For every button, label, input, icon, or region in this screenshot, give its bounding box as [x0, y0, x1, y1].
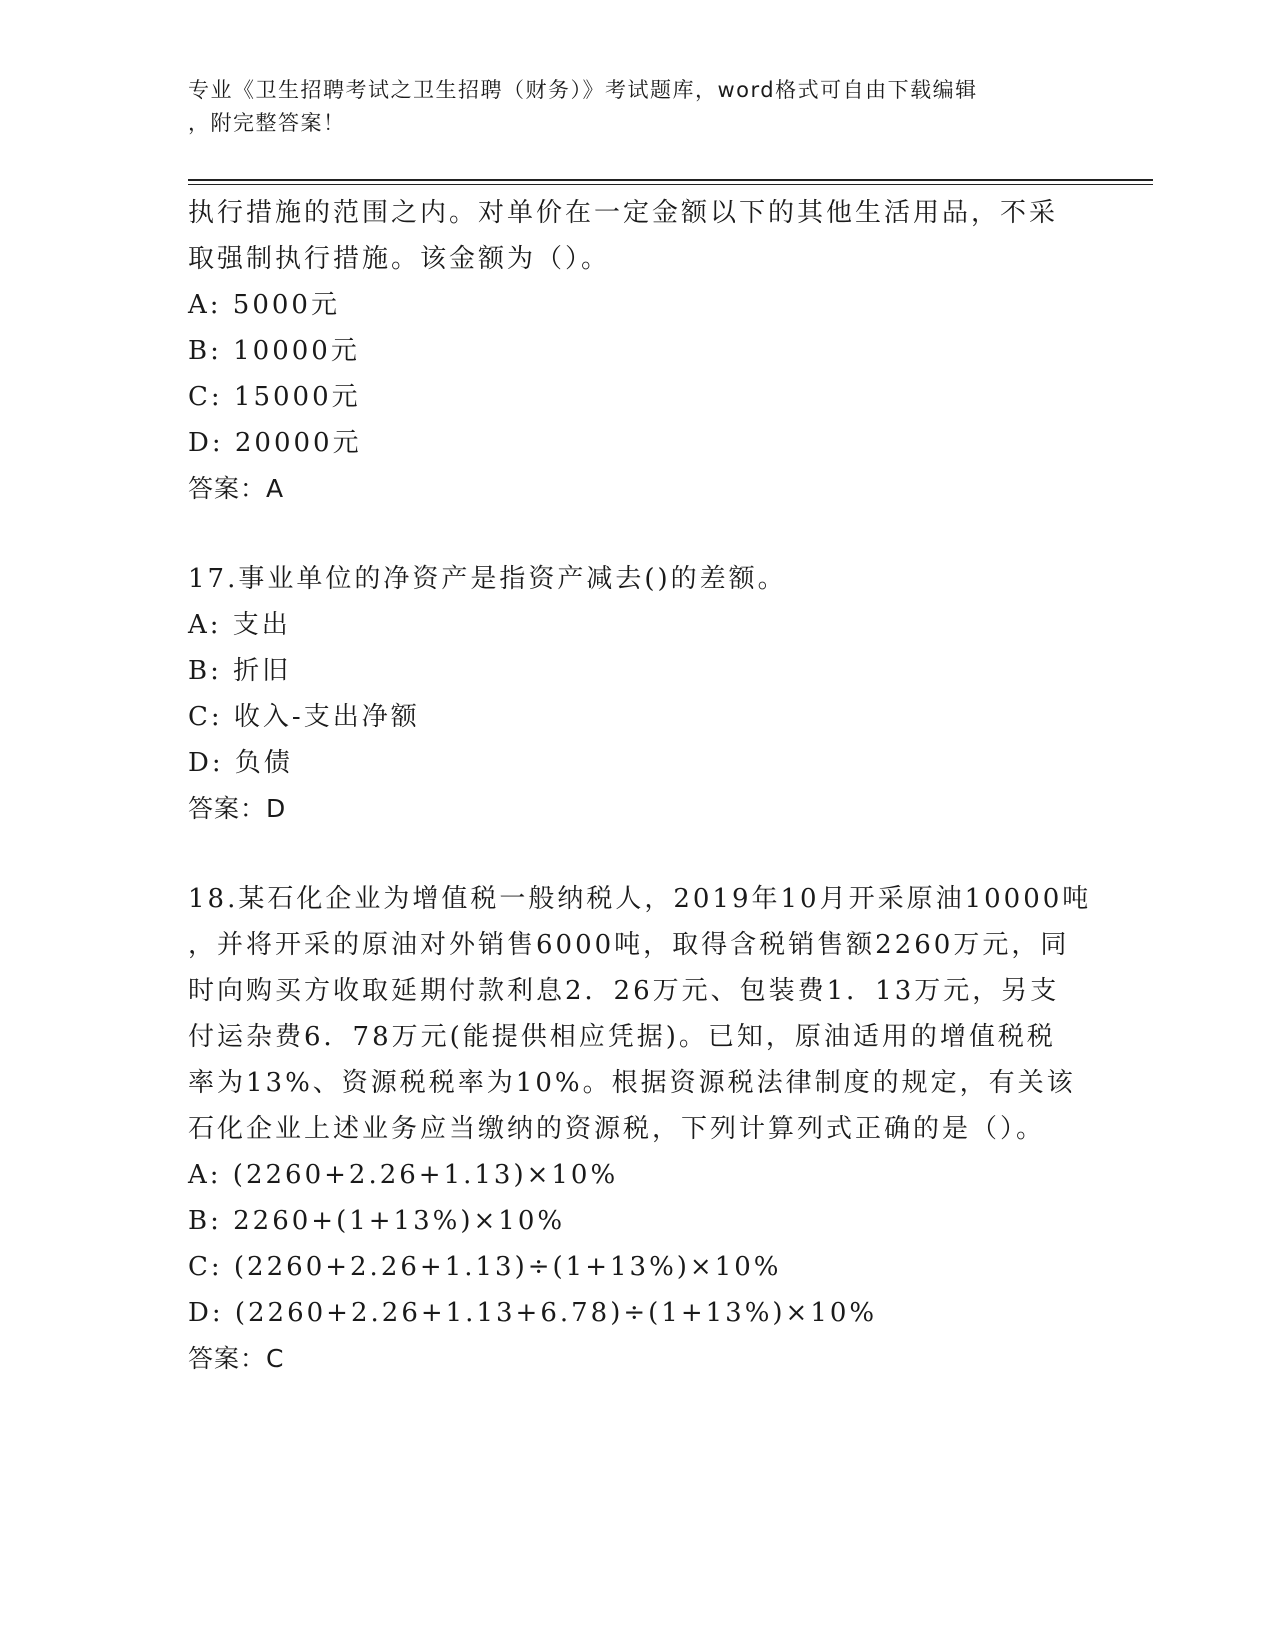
answer-label: 答案：D: [188, 794, 287, 823]
header-line-1: 专业《卫生招聘考试之卫生招聘（财务）》考试题库，word格式可自由下载编辑: [188, 78, 978, 102]
question-text-line: 18.某石化企业为增值税一般纳税人，2019年10月开采原油10000吨: [188, 884, 1092, 914]
option-c: C: 15000元: [188, 382, 361, 412]
question-text-line: 时向购买方收取延期付款利息2．26万元、包装费1．13万元，另支: [188, 976, 1060, 1006]
option-d: D: (2260+2.26+1.13+6.78)÷(1+13%)×10%: [188, 1298, 878, 1328]
option-d: D: 20000元: [188, 428, 362, 458]
option-d: D: 负债: [188, 748, 293, 778]
question-text-line: 取强制执行措施。该金额为（）。: [188, 244, 611, 274]
header-divider-thick: [188, 179, 1153, 181]
document-header: [188, 74, 1068, 140]
question-text-line: 付运杂费6．78万元(能提供相应凭据)。已知，原油适用的增值税税: [188, 1022, 1056, 1052]
answer-label: 答案：C: [188, 1344, 285, 1373]
option-a: A: 支出: [188, 610, 291, 640]
option-b: B: 2260+(1+13%)×10%: [188, 1206, 566, 1236]
question-text-line: 执行措施的范围之内。对单价在一定金额以下的其他生活用品，不采: [188, 198, 1059, 228]
option-a: A: 5000元: [188, 290, 340, 320]
question-text-line: ，并将开采的原油对外销售6000吨，取得含税销售额2260万元，同: [188, 930, 1070, 960]
option-b: B: 10000元: [188, 336, 360, 366]
option-c: C: 收入-支出净额: [188, 702, 420, 732]
option-c: C: (2260+2.26+1.13)÷(1+13%)×10%: [188, 1252, 782, 1282]
header-line-2: ，附完整答案！: [188, 111, 346, 135]
header-divider-thin: [188, 184, 1153, 185]
question-text-line: 率为13%、资源税税率为10%。根据资源税法律制度的规定，有关该: [188, 1068, 1076, 1098]
question-content: [188, 190, 1092, 1382]
question-17: [188, 556, 1088, 832]
question-text-line: 石化企业上述业务应当缴纳的资源税，下列计算列式正确的是（）。: [188, 1114, 1046, 1144]
question-text-line: 17.事业单位的净资产是指资产减去()的差额。: [188, 564, 787, 594]
question-16: [188, 190, 1088, 512]
option-b: B: 折旧: [188, 656, 292, 686]
answer-label: 答案：A: [188, 474, 285, 503]
question-18: [188, 876, 1092, 1382]
option-a: A: (2260+2.26+1.13)×10%: [188, 1160, 619, 1190]
